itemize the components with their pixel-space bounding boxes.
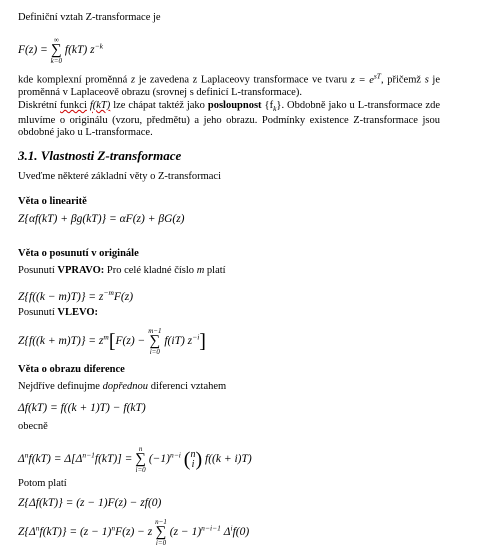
general-equation: $\Delta^nf(kT) = \Delta[\Delta^{n-1}f(kT)]$ = n ∑ i=0 $(-1)^{n-i}$ (n i) f((k + i)T) <box>18 445 252 474</box>
sum-symbol: n−1 ∑ i=0 <box>155 518 167 547</box>
paragraph-laplace: kde komplexní proměnná z je zavedena z Laplaceovy transformace ve tvaru $z = e^{sT}$, přičemž s je proměnná v Laplaceově obrazu (srovnej s definicí L-transformace). <box>18 71 440 98</box>
shift-right-equation: $Z\{f((k - m)T)\} = z^{-m}F(z)$ <box>18 288 134 303</box>
shift-left-text: Posunutí VLEVO: <box>18 307 99 318</box>
linearity-title: Věta o linearitě <box>18 196 87 207</box>
difference-title: Věta o obrazu diference <box>18 364 125 375</box>
general-label: obecně <box>18 421 48 432</box>
then-label: Potom platí <box>18 478 67 489</box>
linearity-equation: Z{αf(kT) + βg(kT)} = αF(z) + βG(z) <box>18 213 185 225</box>
difference-equation: Δf(kT) = f((k + 1)T) − f(kT) <box>18 402 146 414</box>
difference-text: Nejdříve definujme dopřednou diferenci vztahem <box>18 381 227 392</box>
intro-text: Definiční vztah Z-transformace je <box>18 12 161 23</box>
binomial: n i <box>190 448 196 470</box>
then-equation-1: Z{Δf(kT)} = (z − 1)F(z) − zf(0) <box>18 497 162 509</box>
section-intro: Uveďme některé základní věty o Z-transformaci <box>18 171 221 182</box>
shift-title: Věta o posunutí v originále <box>18 248 139 259</box>
sum-symbol: m−1 ∑ i=0 <box>148 327 162 356</box>
shift-right-text: Posunutí VPRAVO: Pro celé kladné číslo m platí <box>18 265 226 276</box>
sum-symbol: n ∑ i=0 <box>135 445 146 474</box>
equation-definition: F(z) = ∞ ∑ k=0 f(kT) $z^{-k}$ <box>18 36 103 65</box>
section-title: 3.1. Vlastnosti Z-transformace <box>18 148 182 163</box>
sum-symbol: ∞ ∑ k=0 <box>50 36 63 65</box>
paragraph-discrete: Diskrétní funkci f(kT) lze chápat taktéž jako posloupnost $\{f_k\}$. Obdobně jako u L-transformace zde mluvíme o originálu (vzoru, předmětu) a jeho obrazu. Podmínky existence Z-transformace jsou obdobné jako u L-transformace. <box>18 100 440 139</box>
then-equation-2: $Z\{\Delta^nf(kT)\} = (z - 1)^nF(z) - z$ n−1 ∑ i=0 $(z - 1)^{n-i-1}$ $\Delta^if(0)$ <box>18 518 250 547</box>
shift-left-equation: $Z\{f((k + m)T)\} = z^m[F(z)$ − m−1 ∑ i=0 f(iT) $z^{-i}$] <box>18 327 206 356</box>
